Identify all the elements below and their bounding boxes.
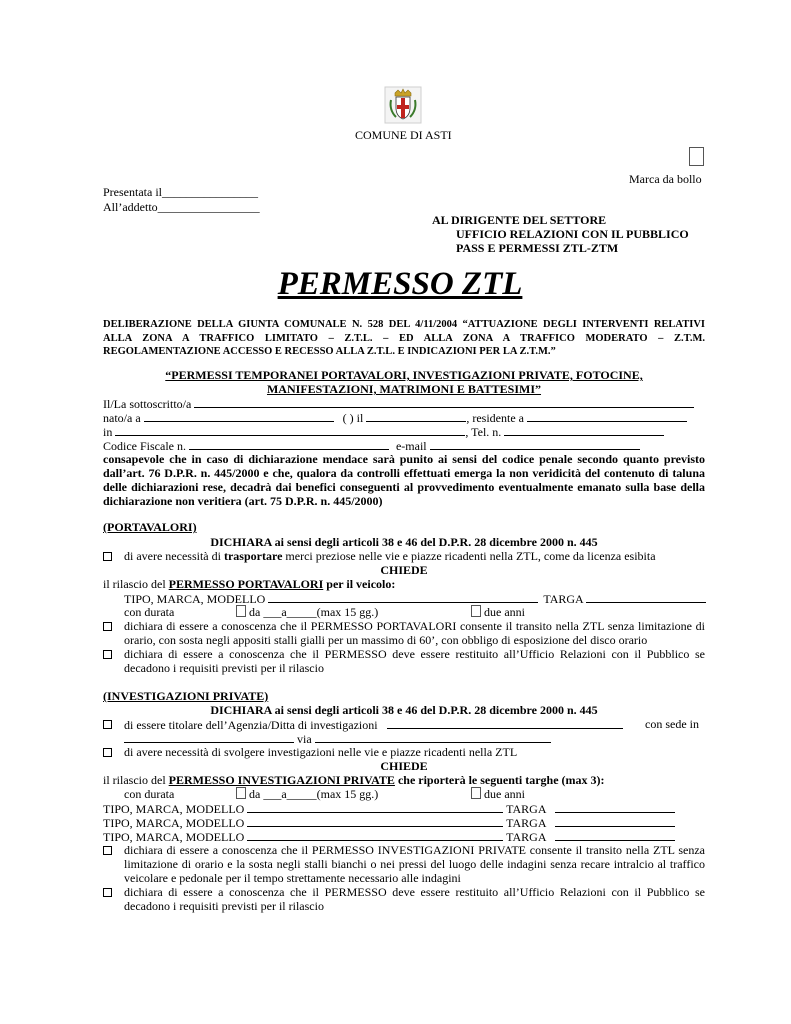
nato-row [103, 410, 705, 425]
portavalori-da-option[interactable] [236, 605, 378, 619]
agenzia-field[interactable] [387, 717, 623, 729]
portavalori-veicolo-row [124, 591, 706, 606]
sottoscritto-field[interactable] [194, 396, 694, 408]
investigazioni-veicolo-row-3 [103, 829, 705, 844]
portavalori-due-anni-option[interactable] [471, 605, 525, 619]
investigazioni-checkbox-2[interactable] [103, 748, 112, 757]
presentata-il: Presentata il________________ [103, 185, 258, 199]
investigazioni-due-anni-label: due anni [484, 787, 525, 801]
investigazioni-item-1-label: di essere titolare dell’Agenzia/Ditta di investigazioni [124, 718, 378, 732]
investigazioni-chiede: CHIEDE [380, 759, 428, 773]
page-title: PERMESSO ZTL [277, 266, 523, 302]
portavalori-durata-row [124, 605, 174, 619]
portavalori-checkbox-2[interactable] [103, 622, 112, 631]
indirizzo-row [103, 424, 705, 439]
portavalori-permesso-name: PERMESSO PORTAVALORI [168, 577, 324, 591]
investigazioni-dichiara: DICHIARA ai sensi degli articoli 38 e 46 del D.P.R. 28 dicembre 2000 n. 445 [210, 703, 598, 717]
portavalori-chiede: CHIEDE [380, 563, 428, 577]
portavalori-item-1 [124, 549, 705, 563]
investigazioni-rilascio-post: che riporterà le seguenti targhe (max 3): [394, 773, 605, 787]
codice-fiscale-row [103, 438, 705, 453]
investigazioni-targa-label-2: TARGA [506, 816, 546, 830]
investigazioni-checkbox-3[interactable] [103, 846, 112, 855]
tel-label: , Tel. n. [465, 425, 502, 439]
investigazioni-rilascio-pre: il rilascio del [103, 773, 169, 787]
investigazioni-tipo-label-2: TIPO, MARCA, MODELLO [103, 816, 245, 830]
portavalori-due-anni-label: due anni [484, 605, 525, 619]
investigazioni-tipo-label-3: TIPO, MARCA, MODELLO [103, 830, 245, 844]
nato-paren: ( ) il [342, 411, 364, 425]
portavalori-item-2: dichiara di essere a conoscenza che il PERMESSO PORTAVALORI consente il transito nella ZTL senza limitazione di orario, con sosta negli appositi stalli gialli per un massimo di 60’, con obbligo di esposizione del disco orario [124, 619, 705, 647]
investigazioni-veicolo-row-1 [103, 801, 705, 816]
investigazioni-targa-label-1: TARGA [506, 802, 546, 816]
investigazioni-targa-field-3[interactable] [555, 829, 675, 841]
investigazioni-rilascio [103, 773, 705, 787]
portavalori-item-1-post: merci preziose nelle vie e piazze ricadenti nella ZTL, come da licenza esibita [282, 549, 656, 563]
investigazioni-heading: (INVESTIGAZIONI PRIVATE) [103, 689, 269, 703]
portavalori-item-1-pre: di avere necessità di [124, 549, 224, 563]
consapevole-text: consapevole che in caso di dichiarazione mendace sarà punito ai sensi del codice penale secondo quanto previsto dall’art. 76 D.P.R. n. 445/2000 e che, qualora da controlli effettuati emerga la non veridicità del contenuto di taluna delle dichiarazioni rese, decadrà dai benefici conseguenti al provvedimento eventualmente emanato sulla base della dichiarazione non veritiera (art. 75 D.P.R. n. 445/2000) [103, 452, 705, 508]
portavalori-tipo-label: TIPO, MARCA, MODELLO [124, 592, 266, 606]
portavalori-da-label: da ___a_____(max 15 gg.) [249, 605, 379, 619]
portavalori-targa-label: TARGA [543, 592, 584, 606]
portavalori-heading: (PORTAVALORI) [103, 520, 197, 534]
portavalori-item-1-bold: trasportare [223, 549, 283, 563]
all-addetto: All’addetto_________________ [103, 200, 260, 214]
portavalori-tipo-field[interactable] [268, 591, 538, 603]
coat-of-arms-logo [384, 86, 422, 124]
deliberazione-text: DELIBERAZIONE DELLA GIUNTA COMUNALE N. 528 DEL 4/11/2004 “ATTUAZIONE DEGLI INTERVENTI RELATIVI ALLA ZONA A TRAFFICO LIMITATO – Z.T.L. – ED ALLA ZONA A TRAFFICO MODERATO – Z.T.M. REGOLAMENTAZIONE ACCESSO E RECESSO ALLA Z.T.L. E INDICAZIONI PER LA Z.T.M.” [103, 319, 705, 357]
sottoscritto-label: Il/La sottoscritto/a [103, 397, 192, 411]
investigazioni-tipo-label-1: TIPO, MARCA, MODELLO [103, 802, 245, 816]
recipient-line-2: UFFICIO RELAZIONI CON IL PUBBLICO [456, 227, 689, 241]
investigazioni-tipo-field-1[interactable] [247, 801, 503, 813]
residente-label: , residente a [466, 411, 524, 425]
investigazioni-item-4: dichiara di essere a conoscenza che il PERMESSO deve essere restituito all’Ufficio Relazioni con il Pubblico se decadono i requisiti previsti per il rilascio [124, 885, 705, 913]
sede-label: con sede in [645, 717, 699, 731]
investigazioni-item-3: dichiara di essere a conoscenza che il PERMESSO INVESTIGAZIONI PRIVATE consente il transito nella ZTL senza limitazione di orario e la sosta negli stalli bianchi o nei pressi del luogo delle indagini senza recare intralcio al traffico veicolare e pedonale per il tempo strettamente necessario alle indagini [124, 843, 705, 885]
nato-field[interactable] [144, 410, 334, 422]
investigazioni-targa-field-2[interactable] [555, 815, 675, 827]
investigazioni-targa-label-3: TARGA [506, 830, 546, 844]
subtitle-line-2: MANIFESTAZIONI, MATRIMONI E BATTESIMI” [266, 382, 542, 396]
via-label: via [297, 732, 312, 746]
portavalori-checkbox-3[interactable] [103, 650, 112, 659]
portavalori-item-3: dichiara di essere a conoscenza che il PERMESSO deve essere restituito all’Ufficio Relazioni con il Pubblico se decadono i requisiti previsti per il rilascio [124, 647, 705, 675]
portavalori-due-anni-checkbox[interactable] [471, 605, 481, 617]
residente-field[interactable] [527, 410, 687, 422]
sede-via-row [124, 731, 551, 746]
nato-date-field[interactable] [366, 410, 466, 422]
subtitle-line-1: “PERMESSI TEMPORANEI PORTAVALORI, INVESTIGAZIONI PRIVATE, FOTOCINE, [165, 368, 643, 382]
investigazioni-tipo-field-2[interactable] [247, 815, 503, 827]
recipient-line-1: AL DIRIGENTE DEL SETTORE [432, 213, 607, 227]
investigazioni-durata-label: con durata [124, 787, 175, 801]
investigazioni-item-2: di avere necessità di svolgere investigazioni nelle vie e piazze ricadenti nella ZTL [124, 745, 518, 759]
comune-name: COMUNE DI ASTI [355, 128, 452, 142]
sede-field[interactable] [124, 731, 294, 743]
email-label: e-mail [395, 439, 427, 453]
codice-fiscale-field[interactable] [189, 438, 389, 450]
in-label: in [103, 425, 113, 439]
investigazioni-targa-field-1[interactable] [555, 801, 675, 813]
investigazioni-due-anni-checkbox[interactable] [471, 787, 481, 799]
investigazioni-veicolo-row-2 [103, 815, 705, 830]
sottoscritto-row [103, 396, 705, 411]
portavalori-dichiara: DICHIARA ai sensi degli articoli 38 e 46 del D.P.R. 28 dicembre 2000 n. 445 [210, 535, 598, 549]
investigazioni-da-option[interactable] [236, 787, 378, 801]
tel-field[interactable] [504, 424, 664, 436]
email-field[interactable] [430, 438, 640, 450]
investigazioni-da-checkbox[interactable] [236, 787, 246, 799]
investigazioni-checkbox-1[interactable] [103, 720, 112, 729]
investigazioni-permesso-name: PERMESSO INVESTIGAZIONI PRIVATE [168, 773, 395, 787]
indirizzo-field[interactable] [115, 424, 465, 436]
portavalori-rilascio-post: per il veicolo: [323, 577, 396, 591]
portavalori-targa-field[interactable] [586, 591, 706, 603]
portavalori-durata-label: con durata [124, 605, 175, 619]
marca-da-bollo-box [689, 147, 704, 166]
via-field[interactable] [315, 731, 551, 743]
portavalori-rilascio-pre: il rilascio del [103, 577, 169, 591]
marca-da-bollo-label: Marca da bollo [629, 172, 702, 186]
investigazioni-item-1 [124, 717, 623, 732]
investigazioni-due-anni-option[interactable] [471, 787, 525, 801]
codice-fiscale-label: Codice Fiscale n. [103, 439, 186, 453]
investigazioni-da-label: da ___a_____(max 15 gg.) [249, 787, 379, 801]
portavalori-checkbox-1[interactable] [103, 552, 112, 561]
recipient-line-3: PASS E PERMESSI ZTL-ZTM [456, 241, 619, 255]
investigazioni-tipo-field-3[interactable] [247, 829, 503, 841]
portavalori-rilascio [103, 577, 705, 591]
portavalori-da-checkbox[interactable] [236, 605, 246, 617]
investigazioni-checkbox-4[interactable] [103, 888, 112, 897]
nato-label: nato/a a [103, 411, 141, 425]
